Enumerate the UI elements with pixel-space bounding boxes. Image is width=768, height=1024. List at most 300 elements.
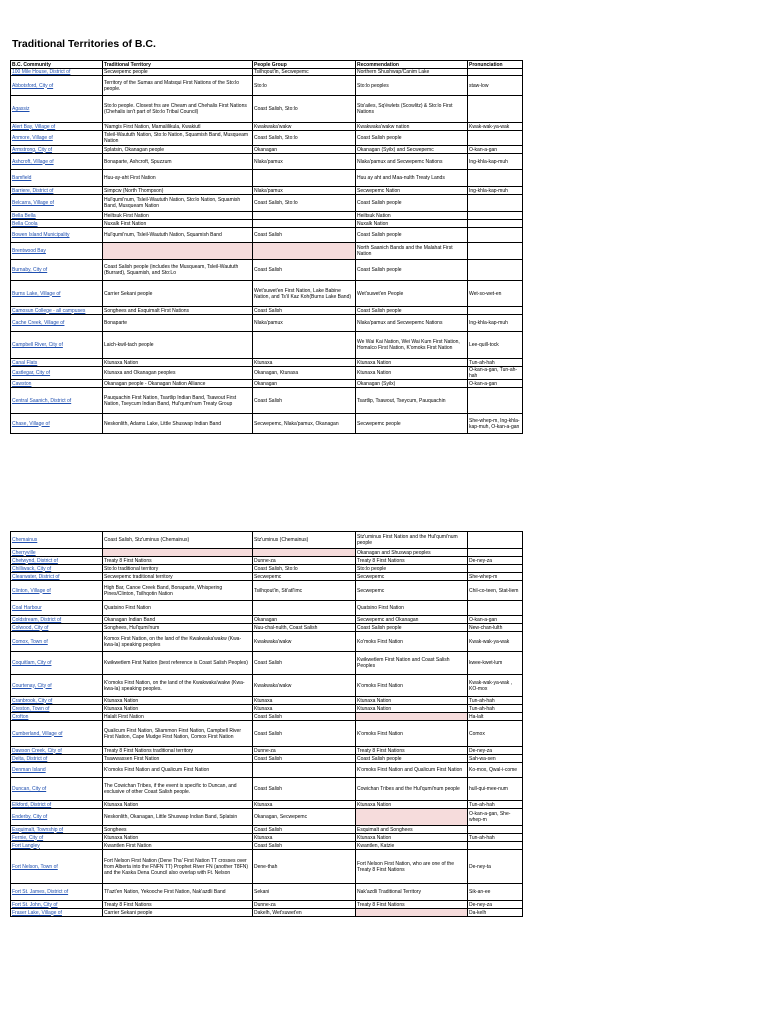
recommendation-cell: Nlaka'pamux and Secwepemc Nations (356, 154, 468, 170)
table-row (11, 315, 523, 332)
table-row (11, 414, 523, 434)
traditional-territory-cell: Laich-kwil-tach people (103, 332, 253, 359)
traditional-territory-cell: K'omoks First Nation, on the land of the Kwakwaka'wakw (Kwa-kwa-la) speaking peoples. (103, 675, 253, 697)
community-link[interactable]: Campbell River, City of (11, 332, 103, 359)
table-row (11, 220, 523, 228)
people-group-cell: Nuu-chal-nulth, Coast Salish (253, 624, 356, 632)
people-group-cell: Coast Salish (253, 826, 356, 834)
recommendation-cell: Coast Salish people (356, 260, 468, 281)
community-link[interactable]: Cawston (11, 380, 103, 388)
table-row (11, 96, 523, 123)
table-row (11, 549, 523, 557)
community-link[interactable]: Cumberland, Village of (11, 721, 103, 747)
recommendation-cell: Coast Salish people (356, 624, 468, 632)
pronunciation-cell: Tun-ah-hah (468, 697, 523, 705)
table-row (11, 616, 523, 624)
table-row (11, 228, 523, 243)
people-group-cell (253, 243, 356, 260)
table-row (11, 778, 523, 801)
community-link[interactable]: Bowen Island Municipality (11, 228, 103, 243)
people-group-cell: Nlaka'pamux (253, 187, 356, 195)
pronunciation-cell (468, 260, 523, 281)
pronunciation-cell: Ing-khla-kap-muh (468, 187, 523, 195)
traditional-territory-cell: Ktunaxa Nation (103, 359, 253, 367)
recommendation-cell: We Wai Kai Nation, Wei Wai Kum First Nation, Homalco First Nation, K'omoks First Nation (356, 332, 468, 359)
people-group-cell: Ktunaxa (253, 697, 356, 705)
traditional-territory-cell: Sto:lo traditional territory (103, 565, 253, 573)
community-link[interactable]: Bamfield (11, 170, 103, 187)
people-group-cell: Nlaka'pamux (253, 315, 356, 332)
community-link[interactable]: Coldstream, District of (11, 616, 103, 624)
recommendation-cell: Treaty 8 First Nations (356, 901, 468, 909)
pronunciation-cell: Ha-lalt (468, 713, 523, 721)
community-link[interactable]: Enderby, City of (11, 809, 103, 826)
table-row (11, 380, 523, 388)
traditional-territory-cell: The Cowichan Tribes, if the event is specific to Duncan, and exclusive of other Coast Salish people. (103, 778, 253, 801)
pronunciation-cell (468, 195, 523, 212)
table-row (11, 260, 523, 281)
recommendation-cell: Coast Salish people (356, 131, 468, 146)
recommendation-cell: Coast Salish people (356, 755, 468, 763)
people-group-cell: Ktunaxa (253, 834, 356, 842)
header-traditional-territory: Traditional Territory (103, 61, 253, 69)
recommendation-cell: Okanagan (Syilx) (356, 380, 468, 388)
table-row (11, 170, 523, 187)
recommendation-cell: Secwepemc (356, 581, 468, 601)
recommendation-cell: Coast Salish people (356, 307, 468, 315)
pronunciation-cell (468, 131, 523, 146)
community-link[interactable]: Esquimalt, Township of (11, 826, 103, 834)
community-link[interactable]: Clinton, Village of (11, 581, 103, 601)
recommendation-cell: Nuxalk Nation (356, 220, 468, 228)
community-link[interactable]: Delta, District of (11, 755, 103, 763)
recommendation-cell: Wet'suwet'en People (356, 281, 468, 307)
pronunciation-cell: De-ney-za (468, 557, 523, 565)
table-row (11, 581, 523, 601)
pronunciation-cell: Tun-ah-hah (468, 801, 523, 809)
table-row (11, 131, 523, 146)
community-link[interactable]: Central Saanich, District of (11, 388, 103, 414)
table-row (11, 909, 523, 917)
pronunciation-cell: Comox (468, 721, 523, 747)
traditional-territory-cell (103, 549, 253, 557)
table-row (11, 901, 523, 909)
traditional-territory-cell: Huu-ay-aht First Nation (103, 170, 253, 187)
people-group-cell: Wet'suwet'en First Nation, Lake Babine Nation, and Ts'il Kaz Koh(Burns Lake Band) (253, 281, 356, 307)
traditional-territory-cell: Secwepemc people (103, 69, 253, 76)
recommendation-cell: Coast Salish people (356, 228, 468, 243)
people-group-cell: Dunne-za (253, 747, 356, 755)
community-link[interactable]: Courtenay, City of (11, 675, 103, 697)
traditional-territory-cell (103, 243, 253, 260)
traditional-territory-cell: Kwantlen First Nation (103, 842, 253, 850)
table-row (11, 565, 523, 573)
people-group-cell: Coast Salish (253, 721, 356, 747)
community-link[interactable]: Fort St. James, District of (11, 884, 103, 901)
recommendation-cell: Huu ay aht and Maa-nulth Treaty Lands (356, 170, 468, 187)
community-link[interactable]: Cranbrook, City of (11, 697, 103, 705)
pronunciation-cell: Lee-quill-tock (468, 332, 523, 359)
community-link[interactable]: Camosun College - all campuses (11, 307, 103, 315)
table-row (11, 388, 523, 414)
community-link[interactable]: Cherryville (11, 549, 103, 557)
table-row (11, 834, 523, 842)
community-link[interactable]: Fort Langley (11, 842, 103, 850)
table-row (11, 76, 523, 96)
traditional-territory-cell: Heiltsuk First Nation (103, 212, 253, 220)
table-row (11, 652, 523, 675)
pronunciation-cell: Tun-ah-hah (468, 359, 523, 367)
recommendation-cell: Stz'uminus First Nation and the Hul'qumi'num people (356, 532, 468, 549)
people-group-cell: Nlaka'pamux (253, 154, 356, 170)
traditional-territory-cell: Songhees and Esquimalt First Nations (103, 307, 253, 315)
recommendation-cell: Kwakwaka'wakw nation (356, 123, 468, 131)
table-row (11, 705, 523, 713)
community-link[interactable]: 100 Mile House, District of (11, 69, 103, 76)
recommendation-cell: Secwepemc people (356, 414, 468, 434)
table-row (11, 850, 523, 884)
table-row (11, 801, 523, 809)
table-row (11, 146, 523, 154)
pronunciation-cell (468, 170, 523, 187)
pronunciation-cell: Da-kelh (468, 909, 523, 917)
traditional-territory-cell: Quatsino First Nation (103, 601, 253, 616)
table-row (11, 281, 523, 307)
community-link[interactable]: Bella Coola (11, 220, 103, 228)
community-link[interactable]: Clearwater, District of (11, 573, 103, 581)
people-group-cell: Okanagan (253, 146, 356, 154)
table-row (11, 367, 523, 380)
community-link[interactable]: Creston, Town of (11, 705, 103, 713)
people-group-cell: Sekani (253, 884, 356, 901)
pronunciation-cell (468, 601, 523, 616)
table-row (11, 624, 523, 632)
table-row (11, 697, 523, 705)
people-group-cell (253, 549, 356, 557)
people-group-cell: Coast Salish, Sto:lo (253, 195, 356, 212)
recommendation-cell: K'omoks First Nation (356, 675, 468, 697)
people-group-cell: Coast Salish (253, 260, 356, 281)
recommendation-cell: Ktunaxa Nation (356, 359, 468, 367)
table-row (11, 532, 523, 549)
community-link[interactable]: Abbotsford, City of (11, 76, 103, 96)
traditional-territory-cell: Qualicum First Nation, Sliammon First Nation, Campbell River First Nation, Cape Mudge First Nation, Comox First Nation (103, 721, 253, 747)
header-recommendation: Recommendation (356, 61, 468, 69)
pronunciation-cell (468, 565, 523, 573)
people-group-cell: Coast Salish (253, 307, 356, 315)
community-link[interactable]: Castlegar, City of (11, 367, 103, 380)
community-link[interactable]: Chilliwack, City of (11, 565, 103, 573)
traditional-territory-cell: Treaty 8 First Nations traditional territory (103, 747, 253, 755)
pronunciation-cell: Wet-so-wet-en (468, 281, 523, 307)
recommendation-cell: Cowichan Tribes and the Hul'qumi'num people (356, 778, 468, 801)
recommendation-cell (356, 713, 468, 721)
pronunciation-cell (468, 96, 523, 123)
people-group-cell: Coast Salish (253, 388, 356, 414)
header-pronunciation: Pronunciation (468, 61, 523, 69)
table-row (11, 212, 523, 220)
table-row (11, 713, 523, 721)
traditional-territory-cell: Bonaparte (103, 315, 253, 332)
pronunciation-cell (468, 220, 523, 228)
community-link[interactable]: Bella Bella (11, 212, 103, 220)
pronunciation-cell: Sik-an-ee (468, 884, 523, 901)
community-link[interactable]: Coal Harbour (11, 601, 103, 616)
traditional-territory-cell: Nuxalk First Nation (103, 220, 253, 228)
recommendation-cell (356, 809, 468, 826)
recommendation-cell: Nak'azdli Traditional Territory (356, 884, 468, 901)
territories-table-page-1 (10, 60, 523, 434)
pronunciation-cell: Kwak-wak-ya-wak , KO-mox (468, 675, 523, 697)
people-group-cell: Okanagan (253, 380, 356, 388)
recommendation-cell: Secwepemc (356, 573, 468, 581)
pronunciation-cell: Kwak-wak-ya-wak (468, 632, 523, 652)
pronunciation-cell (468, 243, 523, 260)
traditional-territory-cell: Tsleil-Waututh Nation, Sto:lo Nation, Squamish Band, Musqueam Nation (103, 131, 253, 146)
community-link[interactable]: Chase, Village of (11, 414, 103, 434)
header-community: B.C. Community (11, 61, 103, 69)
recommendation-cell: Quatsino First Nation (356, 601, 468, 616)
pronunciation-cell (468, 549, 523, 557)
recommendation-cell: Secwepemc Nation (356, 187, 468, 195)
recommendation-cell: Sto:lo people (356, 565, 468, 573)
community-link[interactable]: Ashcroft, Village of (11, 154, 103, 170)
people-group-cell: Kwakwaka'wakw (253, 675, 356, 697)
community-link[interactable]: Colwood, City of (11, 624, 103, 632)
pronunciation-cell (468, 212, 523, 220)
community-link[interactable]: Fort St. John, City of (11, 901, 103, 909)
pronunciation-cell: De-ney-za (468, 747, 523, 755)
recommendation-cell: Ktunaxa Nation (356, 705, 468, 713)
people-group-cell: Tsilhqout'in, Sti'atl'imc (253, 581, 356, 601)
people-group-cell: Coast Salish, Sto:lo (253, 565, 356, 573)
community-link[interactable]: Fraser Lake, Village of (11, 909, 103, 917)
traditional-territory-cell: Carrier Sekani people (103, 281, 253, 307)
recommendation-cell: Okanagan (Syilx) and Secwepemc (356, 146, 468, 154)
traditional-territory-cell: Songhees (103, 826, 253, 834)
pronunciation-cell: O-kan-a-gan (468, 380, 523, 388)
pronunciation-cell: O-kan-a-gan (468, 146, 523, 154)
traditional-territory-cell: Hul'qumi'num, Tsleil-Waututh Nation, Squamish Band (103, 228, 253, 243)
recommendation-cell: K'omoks First Nation and Qualicum First Nation (356, 763, 468, 778)
traditional-territory-cell: Okanagan people - Okanagan Nation Alliance (103, 380, 253, 388)
pronunciation-cell: O-kan-a-gan (468, 616, 523, 624)
people-group-cell (253, 212, 356, 220)
traditional-territory-cell: Kwikwetlem First Nation (best reference is Coast Salish Peoples) (103, 652, 253, 675)
community-link[interactable]: Burns Lake, Village of (11, 281, 103, 307)
people-group-cell (253, 220, 356, 228)
community-link[interactable]: Chetwynd, District of (11, 557, 103, 565)
table-row (11, 154, 523, 170)
table-row (11, 632, 523, 652)
people-group-cell: Okanagan, Secwepemc (253, 809, 356, 826)
pronunciation-cell (468, 826, 523, 834)
traditional-territory-cell: Coast Salish, Stz'uminus (Chemainus) (103, 532, 253, 549)
pronunciation-cell (468, 842, 523, 850)
recommendation-cell: Ko'moks First Nation (356, 632, 468, 652)
people-group-cell: Dene-thah (253, 850, 356, 884)
community-link[interactable]: Comox, Town of (11, 632, 103, 652)
traditional-territory-cell: Territory of the Sumas and Matsqui First Nations of the Sto:lo people. (103, 76, 253, 96)
recommendation-cell: Ktunaxa Nation (356, 367, 468, 380)
community-link[interactable]: Anmore, Village of (11, 131, 103, 146)
recommendation-cell: Fort Nelson First Nation, who are one of the Treaty 8 First Nations (356, 850, 468, 884)
people-group-cell: Ktunaxa (253, 359, 356, 367)
community-link[interactable]: Burnaby, City of (11, 260, 103, 281)
traditional-territory-cell: Komox First Nation, on the land of the Kwakwaka'wakw (Kwa-kwa-la) speaking peoples (103, 632, 253, 652)
recommendation-cell (356, 909, 468, 917)
community-link[interactable]: Alert Bay, Village of (11, 123, 103, 131)
community-link[interactable]: Duncan, City of (11, 778, 103, 801)
table-row (11, 557, 523, 565)
table-row (11, 755, 523, 763)
recommendation-cell: Treaty 8 First Nations (356, 747, 468, 755)
table-row (11, 573, 523, 581)
people-group-cell: Secwepemc, Nlaka'pamux, Okanagan (253, 414, 356, 434)
people-group-cell: Ktunaxa (253, 705, 356, 713)
community-link[interactable]: Agassiz (11, 96, 103, 123)
pronunciation-cell: Sah-wa-sen (468, 755, 523, 763)
people-group-cell: Coast Salish (253, 842, 356, 850)
community-link[interactable]: Belcarra, Village of (11, 195, 103, 212)
community-link[interactable]: Fernie, City of (11, 834, 103, 842)
people-group-cell: Dunne-za (253, 901, 356, 909)
community-link[interactable]: Barriere, District of (11, 187, 103, 195)
people-group-cell (253, 170, 356, 187)
traditional-territory-cell: Songhees, Hul'qumi'num (103, 624, 253, 632)
recommendation-cell: Esquimalt and Songhees (356, 826, 468, 834)
people-group-cell: Okanagan (253, 616, 356, 624)
territories-table-page-2 (10, 531, 523, 917)
pronunciation-cell: Ing-khla-kap-muh (468, 315, 523, 332)
document-title: Traditional Territories of B.C. (12, 38, 156, 50)
traditional-territory-cell: Ktunaxa and Okanagan peoples (103, 367, 253, 380)
recommendation-cell: Sto:lo peoples (356, 76, 468, 96)
people-group-cell: Coast Salish (253, 778, 356, 801)
table-row (11, 187, 523, 195)
table-row (11, 332, 523, 359)
traditional-territory-cell: Treaty 8 First Nations (103, 901, 253, 909)
pronunciation-cell (468, 532, 523, 549)
table-row (11, 69, 523, 76)
traditional-territory-cell: Neskonlith, Adams Lake, Little Shuswap Indian Band (103, 414, 253, 434)
pronunciation-cell: Kwak-wak-ya-wak (468, 123, 523, 131)
traditional-territory-cell: Treaty 8 First Nations (103, 557, 253, 565)
people-group-cell: Dakelh, Wet'suwet'en (253, 909, 356, 917)
people-group-cell (253, 763, 356, 778)
pronunciation-cell: Ko-mox, Qwal-i-come (468, 763, 523, 778)
people-group-cell: Coast Salish (253, 755, 356, 763)
people-group-cell: Coast Salish (253, 652, 356, 675)
recommendation-cell: Ktunaxa Nation (356, 834, 468, 842)
people-group-cell: Coast Salish (253, 713, 356, 721)
traditional-territory-cell: Bonaparte, Ashcroft, Spuzzum (103, 154, 253, 170)
pronunciation-cell: She-whep-m (468, 573, 523, 581)
pronunciation-cell: Chil-co-teen, Stat-liem (468, 581, 523, 601)
traditional-territory-cell: Fort Nelson First Nation (Dene Tha' First Nation TT crosses over from Alberta into the FNFN TT) Prophet River FN (another T8FN) and the Kaska Dena Council also overlap with Ft. Nelson (103, 850, 253, 884)
community-link[interactable]: Coquitlam, City of (11, 652, 103, 675)
traditional-territory-cell: Carrier Sekani people (103, 909, 253, 917)
recommendation-cell: Treaty 8 First Nations (356, 557, 468, 565)
traditional-territory-cell: Sto:lo people. Closest fns are Cheam and Chehalis First Nations (Chehalis isn't part of Sto:lo Tribal Council) (103, 96, 253, 123)
table-row (11, 842, 523, 850)
table-row (11, 123, 523, 131)
people-group-cell: Secwepemc (253, 573, 356, 581)
recommendation-cell: Secwepemc and Okanagan (356, 616, 468, 624)
pronunciation-cell: New-chan-lulth (468, 624, 523, 632)
table-row (11, 601, 523, 616)
recommendation-cell: Northern Shushwap/Canim Lake (356, 69, 468, 76)
recommendation-cell: Kwikwetlem First Nation and Coast Salish Peoples (356, 652, 468, 675)
pronunciation-cell: De-ney-za (468, 901, 523, 909)
traditional-territory-cell: Tsawwassen First Nation (103, 755, 253, 763)
table-row (11, 307, 523, 315)
recommendation-cell: Coast Salish people (356, 195, 468, 212)
community-link[interactable]: Elkford, District of (11, 801, 103, 809)
community-link[interactable]: Fort Nelson, Town of (11, 850, 103, 884)
recommendation-cell: Ktunaxa Nation (356, 697, 468, 705)
pronunciation-cell (468, 228, 523, 243)
table-row (11, 243, 523, 260)
people-group-cell (253, 332, 356, 359)
community-link[interactable]: Armstrong, City of (11, 146, 103, 154)
table-row (11, 747, 523, 755)
traditional-territory-cell: Ktunaxa Nation (103, 834, 253, 842)
pronunciation-cell (468, 307, 523, 315)
table-row (11, 884, 523, 901)
community-link[interactable]: Denman Island (11, 763, 103, 778)
recommendation-cell: Nlaka'pamux and Secwepemc Nations (356, 315, 468, 332)
header-people-group: People Group (253, 61, 356, 69)
community-link[interactable]: Cache Creek, Village of (11, 315, 103, 332)
table-row (11, 809, 523, 826)
traditional-territory-cell: Simpcw (North Thompson) (103, 187, 253, 195)
community-link[interactable]: Chemainus (11, 532, 103, 549)
community-link[interactable]: Dawson Creek, City of (11, 747, 103, 755)
table-row (11, 763, 523, 778)
people-group-cell: Ktunaxa (253, 801, 356, 809)
people-group-cell: Kwakwaka'wakw (253, 123, 356, 131)
people-group-cell: Okanagan, Ktunaxa (253, 367, 356, 380)
pronunciation-cell: kwee-kwet-lum (468, 652, 523, 675)
community-link[interactable]: Crofton (11, 713, 103, 721)
traditional-territory-cell: Coast Salish people (includes the Musqueam, Tsleil-Waututh (Burrard), Squamish, and Sto:Lo (103, 260, 253, 281)
table-row (11, 195, 523, 212)
traditional-territory-cell: K'omoks First Nation and Qualicum First Nation (103, 763, 253, 778)
pronunciation-cell: She-whep-m, Ing-khla-kap-muh, O-kan-a-gan (468, 414, 523, 434)
traditional-territory-cell: High Bar, Canoe Creek Band, Bonaparte, Whispering Pines/Clinton, Tsilhqotin Nation (103, 581, 253, 601)
community-link[interactable]: Brentwood Bay (11, 243, 103, 260)
community-link[interactable]: Canal Flats (11, 359, 103, 367)
traditional-territory-cell: Hul'qumi'num, Tsleil-Waututh Nation, Sto:lo Nation, Squamish Band, Musqueam Nation (103, 195, 253, 212)
table-row (11, 675, 523, 697)
pronunciation-cell: De-ney-ta (468, 850, 523, 884)
pronunciation-cell (468, 69, 523, 76)
people-group-cell (253, 601, 356, 616)
people-group-cell: Coast Salish, Sto:lo (253, 96, 356, 123)
people-group-cell: Kwakwaka'wakw (253, 632, 356, 652)
pronunciation-cell: Ing-khla-kap-muh (468, 154, 523, 170)
traditional-territory-cell: Ktunaxa Nation (103, 697, 253, 705)
recommendation-cell: Sts'ailes, Sq'éwlets (Scowlitz) & Sto:lo First Nations (356, 96, 468, 123)
recommendation-cell: K'omoks First Nation (356, 721, 468, 747)
people-group-cell: Tsilhqout'in, Secwepemc (253, 69, 356, 76)
people-group-cell: Sto:lo (253, 76, 356, 96)
people-group-cell: Stz'uminus (Chemainus) (253, 532, 356, 549)
traditional-territory-cell: Okanagan Indian Band (103, 616, 253, 624)
table-row (11, 721, 523, 747)
pronunciation-cell: staw-low (468, 76, 523, 96)
